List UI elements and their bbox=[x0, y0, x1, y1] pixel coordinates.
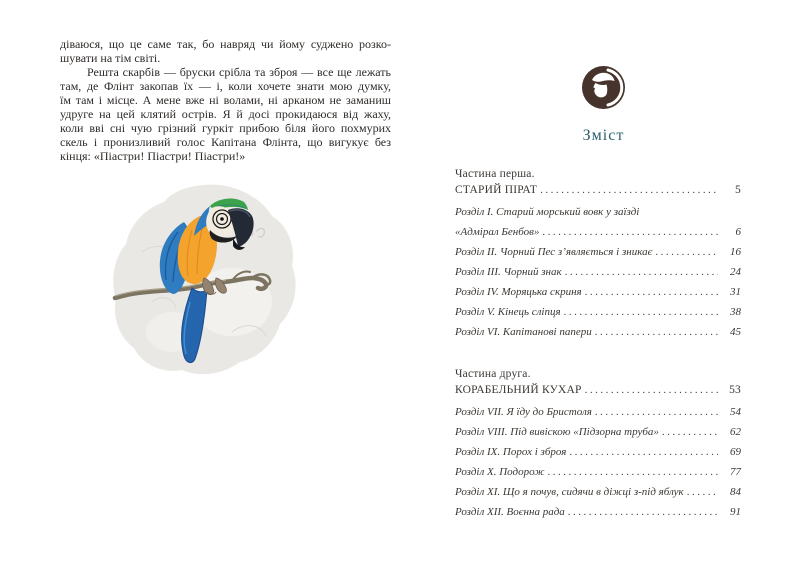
text-line: діваюся, що це саме так, бо навряд чи йому суджено розко- bbox=[60, 37, 391, 51]
toc-entry: Розділ IX. Порох і зброя ..... 69 bbox=[455, 442, 741, 462]
toc-entry: Розділ V. Кінець сліпця ..... 38 bbox=[455, 302, 741, 322]
dot-leader bbox=[595, 322, 718, 342]
toc-page-number: 53 bbox=[729, 384, 741, 396]
text-line: Решта скарбів — бруски срібла та зброя — все ще лежать bbox=[87, 65, 391, 79]
toc-entry: Розділ VII. Я їду до Бристоля ..... 54 bbox=[455, 402, 741, 422]
toc-part-label: Частина друга. bbox=[455, 368, 531, 380]
dot-leader bbox=[569, 442, 718, 462]
toc-page-number: 62 bbox=[730, 426, 741, 438]
toc-entry: Розділ X. Подорож ..... 77 bbox=[455, 462, 741, 482]
text-line: коли вві сні чую грізний гуркіт прибою біля його похмурих bbox=[60, 121, 391, 135]
toc-part-entry: СТАРИЙ ПІРАТ ..... 5 bbox=[455, 182, 741, 198]
toc-page-number: 16 bbox=[730, 246, 741, 258]
text-line: там, де Флінт закопав їх — і, коли хочете знати мою думку, bbox=[60, 79, 391, 93]
table-of-contents bbox=[455, 166, 741, 522]
dot-leader bbox=[687, 482, 718, 502]
toc-entry: Розділ VI. Капітанові папери ..... 45 bbox=[455, 322, 741, 342]
dot-leader bbox=[568, 502, 718, 522]
dot-leader bbox=[565, 262, 718, 282]
dot-leader bbox=[595, 402, 718, 422]
toc-page-number: 5 bbox=[735, 184, 741, 196]
text-line: їм там і місце. А мене вже ні волами, ні арканом не заманиш bbox=[60, 93, 391, 107]
toc-entry: Розділ I. Старий морський вовк у заїзді bbox=[455, 206, 640, 218]
text-line: удруге на цей клятий острів. Я й досі прокидаюся від жаху, bbox=[60, 107, 391, 121]
toc-part-label: Частина перша. bbox=[455, 168, 535, 180]
toc-entry: Розділ VIII. Під вивіскою «Підзорна труба» ..... 62 bbox=[455, 422, 741, 442]
toc-page-number: 91 bbox=[730, 506, 741, 518]
toc-page-number: 69 bbox=[730, 446, 741, 458]
toc-page-number: 6 bbox=[735, 226, 741, 238]
toc-page-number: 24 bbox=[730, 266, 741, 278]
toc-page-number: 77 bbox=[730, 466, 741, 478]
toc-page-number: 54 bbox=[730, 406, 741, 418]
dot-leader bbox=[585, 282, 718, 302]
toc-page-number: 38 bbox=[730, 306, 741, 318]
toc-entry: Розділ XI. Що я почув, сидячи в діжці з-під яблук ..... 84 bbox=[455, 482, 741, 502]
parrot-illustration bbox=[112, 182, 297, 382]
toc-entry: «Адмірал Бенбов» ..... 6 bbox=[455, 222, 741, 242]
toc-page-number: 84 bbox=[730, 486, 741, 498]
dot-leader bbox=[564, 302, 718, 322]
toc-entry: Розділ XII. Воєнна рада ..... 91 bbox=[455, 502, 741, 522]
dot-leader bbox=[662, 422, 718, 442]
text-line: кінця: «Піастри! Піастри! Піастри!» bbox=[60, 149, 246, 163]
toc-entry: Розділ III. Чорний знак ..... 24 bbox=[455, 262, 741, 282]
dot-leader bbox=[585, 382, 718, 398]
toc-entry: Розділ II. Чорний Пес з’являється і зникає ..... 16 bbox=[455, 242, 741, 262]
text-line: скель і пронизливий голос Капітана Флінта, що вигукує без bbox=[60, 135, 391, 149]
dot-leader bbox=[655, 242, 718, 262]
dot-leader bbox=[540, 182, 718, 198]
dot-leader bbox=[548, 462, 718, 482]
toc-entry: Розділ IV. Моряцька скриня ..... 31 bbox=[455, 282, 741, 302]
text-line: шувати на тім світі. bbox=[60, 51, 161, 65]
dot-leader bbox=[542, 222, 718, 242]
toc-page-number: 45 bbox=[730, 326, 741, 338]
pirate-head-medallion-icon bbox=[581, 65, 626, 110]
toc-part-entry: КОРАБЕЛЬНИЙ КУХАР ..... 53 bbox=[455, 382, 741, 398]
contents-heading: Зміст bbox=[582, 127, 625, 144]
left-page-paragraph bbox=[60, 37, 391, 163]
toc-page-number: 31 bbox=[730, 286, 741, 298]
